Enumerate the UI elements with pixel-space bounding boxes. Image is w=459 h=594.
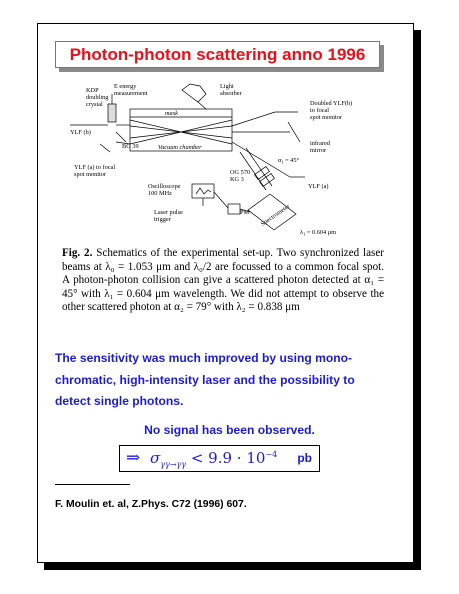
label-infrared-1: infrared [310,140,330,147]
sensitivity-paragraph [55,348,385,413]
label-energy-2: measurement [114,90,148,97]
title-box [55,41,380,68]
label-ylfa: YLF (a) [308,183,329,190]
implies-arrow: ⇒ [126,448,141,468]
figure-label: Fig. 2. [62,247,93,259]
formula-expression: $\sigma_{\gamma\gamma\to\gamma\gamma} < 9.9 \cdot 10^{-4}$ [150,449,278,469]
cross-section-limit [119,445,320,472]
label-doubled-3: spot monitor [310,114,343,121]
label-og-2: KG 3 [230,176,244,183]
label-light-1: Light [220,83,234,90]
label-crystal: crystal [86,101,103,108]
caption-text: Schematics of the experimental set-up. Two synchronized laser beams at λ₀ = 1.053 μm and λ₀/2 are focussed to a common focal spot. A photon-photon collision can give a scattered photon detected at α₁ = 45° with λ₁ = 0.604 μm wavelength. We did not attempt to observe the other scattered photon at α₂ = 79° with λ₂ = 0.838 μm [62,247,384,314]
label-ylfa-focal-1: YLF (a) to focal [74,164,116,171]
label-og-1: OG 570 [230,169,251,176]
formula-unit: pb [297,451,312,465]
label-laser-1: Laser pulse [154,209,183,216]
label-osc-2: 100 MHz [148,190,172,197]
footnote-rule [55,484,130,485]
label-vacuum: Vacuum chamber [158,144,202,151]
label-light-2: absorber [220,90,242,97]
label-ylfa-focal-2: spot monitor [74,171,107,178]
label-kdp: KDP [86,87,99,94]
label-energy-1: E energy [114,83,137,90]
label-laser-2: trigger [154,216,171,223]
reference-citation: F. Moulin et. al, Z.Phys. C72 (1996) 607. [55,499,247,510]
paragraph-line-3: detect single photons. [55,394,184,408]
slide-title: Photon-photon scattering anno 1996 [69,45,366,64]
label-ylfb: YLF (b) [70,129,91,136]
label-alpha: $\alpha_1 = 45^\circ$ [278,157,300,165]
paragraph-line-1: The sensitivity was much improved by using mono- [55,351,353,365]
label-bg39: BG 39 [122,143,139,150]
no-signal-text: No signal has been observed. [144,423,315,437]
label-spectrometer: Spectrometer [259,202,292,228]
label-doubled-1: Doubled YLF(b) [310,100,353,107]
experiment-schematic [70,82,380,245]
label-doubling: doubling [86,94,109,101]
label-doubled-2: to focal [310,107,330,114]
label-osc-1: Oscilloscope [148,183,181,190]
label-mask: mask [165,110,178,117]
label-infrared-2: mirror [310,147,327,154]
paragraph-line-2: chromatic, high-intensity laser and the possibility to [55,372,355,387]
label-pm: PM [240,209,250,216]
figure-caption [62,247,384,315]
label-lambda: $\lambda_1 = 0.604$ μm [300,229,337,237]
